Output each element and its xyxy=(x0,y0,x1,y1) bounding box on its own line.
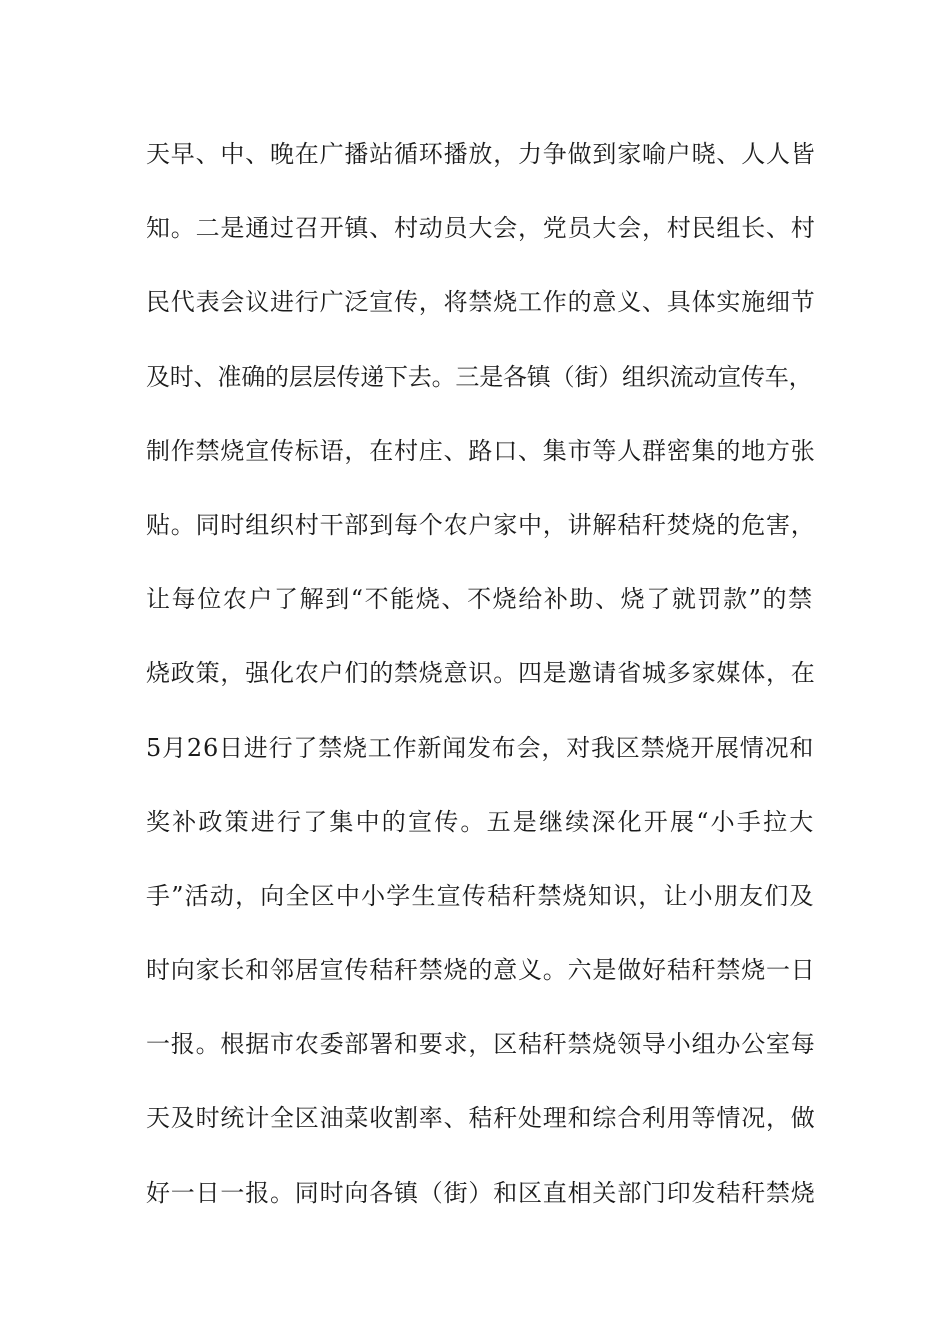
text-line-8: 烧政策，强化农户们的禁烧意识。四是邀请省城多家媒体，在 xyxy=(146,659,816,688)
text-line-11: 手”活动，向全区中小学生宣传秸秆禁烧知识，让小朋友们及 xyxy=(146,881,815,910)
text-line-7: 让每位农户了解到“不能烧、不烧给补助、烧了就罚款”的禁 xyxy=(146,585,814,614)
text-line-1: 天早、中、晚在广播站循环播放，力争做到家喻户晓、人人皆 xyxy=(146,140,816,168)
text-line-9: 5月26日进行了禁烧工作新闻发布会，对我区禁烧开展情况和 xyxy=(146,733,815,762)
text-line-10: 奖补政策进行了集中的宣传。五是继续深化开展“小手拉大 xyxy=(146,807,816,836)
text-line-2: 知。二是通过召开镇、村动员大会，党员大会，村民组长、村 xyxy=(146,214,816,243)
text-line-5: 制作禁烧宣传标语，在村庄、路口、集市等人群密集的地方张 xyxy=(146,436,816,465)
body-paragraph xyxy=(146,132,816,1245)
text-line-3: 民代表会议进行广泛宣传，将禁烧工作的意义、具体实施细节 xyxy=(146,288,816,317)
text-line-12: 时向家长和邻居宣传秸秆禁烧的意义。六是做好秸秆禁烧一日 xyxy=(146,956,816,985)
text-line-14: 天及时统计全区油菜收割率、秸秆处理和综合利用等情况，做 xyxy=(146,1104,816,1133)
text-line-13: 一报。根据市农委部署和要求，区秸秆禁烧领导小组办公室每 xyxy=(146,1030,816,1059)
text-line-15: 好一日一报。同时向各镇（街）和区直相关部门印发秸秆禁烧 xyxy=(146,1178,816,1207)
text-line-6: 贴。同时组织村干部到每个农户家中，讲解秸秆焚烧的危害， xyxy=(146,510,816,539)
text-line-4: 及时、准确的层层传递下去。三是各镇（街）组织流动宣传车， xyxy=(146,362,813,391)
